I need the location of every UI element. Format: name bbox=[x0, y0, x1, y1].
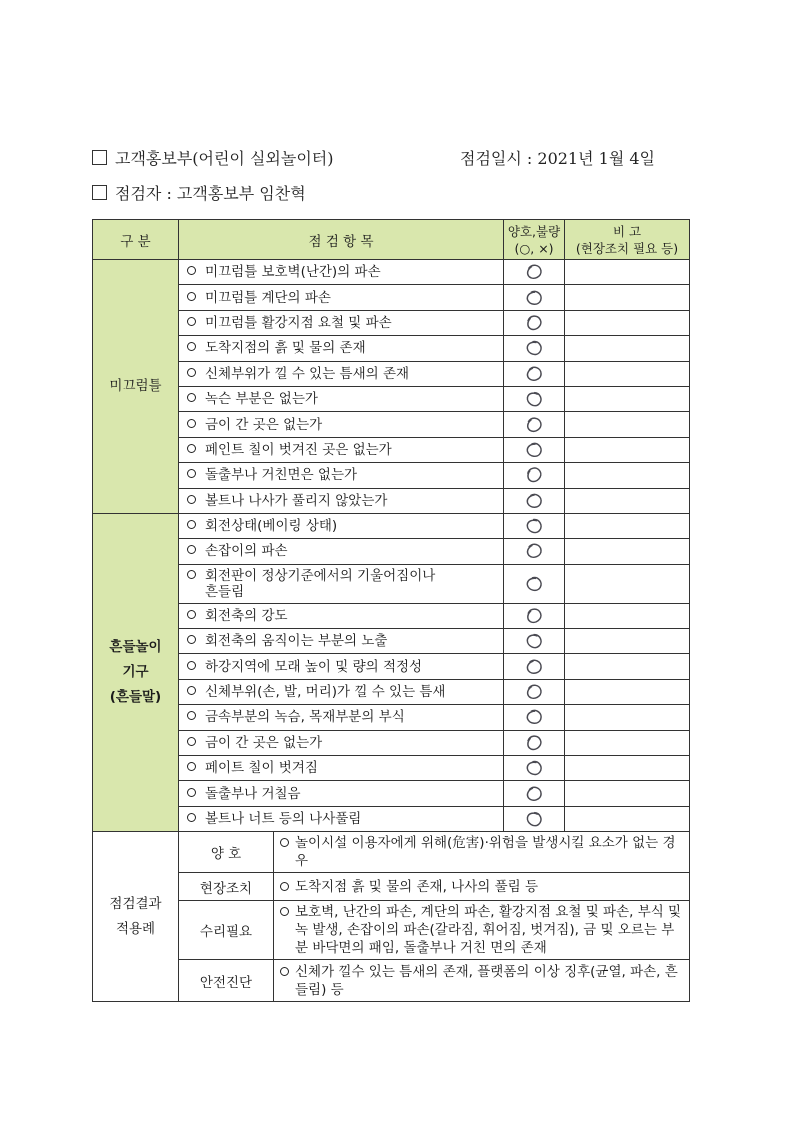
table-row bbox=[93, 654, 690, 679]
remarks-cell bbox=[565, 361, 690, 386]
remarks-cell bbox=[565, 386, 690, 411]
status-mark bbox=[504, 513, 565, 538]
bullet-icon bbox=[187, 444, 196, 453]
handwritten-circle-mark bbox=[523, 440, 545, 460]
handwritten-circle-mark bbox=[523, 415, 545, 435]
status-mark bbox=[504, 603, 565, 628]
bullet-icon bbox=[187, 610, 196, 619]
handwritten-circle-mark bbox=[523, 657, 545, 677]
checkbox-icon bbox=[92, 185, 107, 200]
handwritten-circle-mark bbox=[523, 516, 545, 536]
handwritten-circle-mark bbox=[523, 288, 545, 308]
table-row bbox=[93, 539, 690, 564]
bullet-icon bbox=[187, 635, 196, 644]
bullet-icon bbox=[187, 292, 196, 301]
bullet-icon bbox=[280, 907, 289, 916]
table-row bbox=[93, 705, 690, 730]
remarks-cell bbox=[565, 310, 690, 335]
department-text: 고객홍보부(어린이 실외놀이터) bbox=[115, 149, 334, 168]
header-status: 양호,불량 (○, ×) bbox=[504, 220, 565, 260]
table-row bbox=[93, 386, 690, 411]
status-mark bbox=[504, 386, 565, 411]
header-remarks: 비 고 (현장조치 필요 등) bbox=[565, 220, 690, 260]
results-category: 점검결과 적용례 bbox=[93, 832, 179, 1002]
table-row bbox=[93, 603, 690, 628]
check-item: 금이 간 곳은 없는가 bbox=[179, 412, 504, 437]
check-item: 금이 간 곳은 없는가 bbox=[179, 730, 504, 755]
table-row bbox=[93, 361, 690, 386]
remarks-cell bbox=[565, 539, 690, 564]
result-label: 현장조치 bbox=[179, 873, 274, 901]
bullet-icon bbox=[187, 419, 196, 428]
table-row bbox=[93, 336, 690, 361]
table-row bbox=[93, 629, 690, 654]
bullet-icon bbox=[280, 882, 289, 891]
handwritten-circle-mark bbox=[523, 682, 545, 702]
result-text: 신체가 낄수 있는 틈새의 존재, 플랫폼의 이상 징후(균열, 파손, 흔들림) 등 bbox=[274, 960, 690, 1002]
check-item: 미끄럼틀 보호벽(난간)의 파손 bbox=[179, 260, 504, 285]
category-cell: 미끄럼틀 bbox=[93, 260, 179, 514]
bullet-icon bbox=[187, 469, 196, 478]
bullet-icon bbox=[187, 393, 196, 402]
check-item: 페이트 칠이 벗겨짐 bbox=[179, 756, 504, 781]
check-item: 하강지역에 모래 높이 및 량의 적정성 bbox=[179, 654, 504, 679]
table-row bbox=[93, 679, 690, 704]
check-item: 손잡이의 파손 bbox=[179, 539, 504, 564]
status-mark bbox=[504, 679, 565, 704]
table-row bbox=[93, 806, 690, 831]
check-item: 신체부위(손, 발, 머리)가 낄 수 있는 틈새 bbox=[179, 679, 504, 704]
bullet-icon bbox=[187, 762, 196, 771]
remarks-cell bbox=[565, 806, 690, 831]
handwritten-circle-mark bbox=[523, 364, 545, 384]
remarks-cell bbox=[565, 705, 690, 730]
status-mark bbox=[504, 705, 565, 730]
result-text: 보호벽, 난간의 파손, 계단의 파손, 활강지점 요철 및 파손, 부식 및 녹 발생, 손잡이의 파손(갈라짐, 휘어짐, 벗겨짐), 금 및 오르는 부분 바닥면의 패임, 돌출부나 거친 면의 존재 bbox=[274, 901, 690, 960]
table-row bbox=[93, 488, 690, 513]
check-item: 미끄럼틀 계단의 파손 bbox=[179, 285, 504, 310]
header-items: 점 검 항 목 bbox=[179, 220, 504, 260]
inspection-table bbox=[92, 219, 690, 1002]
inspector-text: 점검자 : 고객홍보부 임찬혁 bbox=[115, 184, 306, 203]
remarks-cell bbox=[565, 629, 690, 654]
remarks-cell bbox=[565, 781, 690, 806]
check-item: 신체부위가 낄 수 있는 틈새의 존재 bbox=[179, 361, 504, 386]
bullet-icon bbox=[187, 661, 196, 670]
table-row bbox=[93, 285, 690, 310]
remarks-cell bbox=[565, 513, 690, 538]
table-row bbox=[93, 310, 690, 335]
remarks-cell bbox=[565, 564, 690, 603]
remarks-cell bbox=[565, 730, 690, 755]
check-item: 녹슨 부분은 없는가 bbox=[179, 386, 504, 411]
status-mark bbox=[504, 488, 565, 513]
remarks-cell bbox=[565, 463, 690, 488]
status-mark bbox=[504, 310, 565, 335]
bullet-icon bbox=[187, 686, 196, 695]
status-mark bbox=[504, 463, 565, 488]
handwritten-circle-mark bbox=[523, 389, 545, 409]
check-item: 회전축의 움직이는 부분의 노출 bbox=[179, 629, 504, 654]
category-cell: 흔들놀이 기구 (흔들말) bbox=[93, 513, 179, 831]
result-text: 놀이시설 이용자에게 위해(危害)·위험을 발생시킬 요소가 없는 경우 bbox=[274, 832, 690, 873]
table-row bbox=[93, 260, 690, 285]
result-row bbox=[93, 960, 690, 1002]
table-row bbox=[93, 756, 690, 781]
handwritten-circle-mark bbox=[523, 733, 545, 753]
remarks-cell bbox=[565, 437, 690, 462]
check-item: 돌출부나 거칠음 bbox=[179, 781, 504, 806]
handwritten-circle-mark bbox=[523, 606, 545, 626]
inspection-date: 점검일시 : 2021년 1월 4일 bbox=[460, 149, 656, 168]
status-mark bbox=[504, 539, 565, 564]
bullet-icon bbox=[187, 788, 196, 797]
status-mark bbox=[504, 806, 565, 831]
handwritten-circle-mark bbox=[523, 631, 545, 651]
handwritten-circle-mark bbox=[523, 313, 545, 333]
result-row bbox=[93, 873, 690, 901]
remarks-cell bbox=[565, 603, 690, 628]
bullet-icon bbox=[187, 368, 196, 377]
handwritten-circle-mark bbox=[523, 465, 545, 485]
status-mark bbox=[504, 730, 565, 755]
table-row bbox=[93, 463, 690, 488]
bullet-icon bbox=[187, 545, 196, 554]
handwritten-circle-mark bbox=[523, 758, 545, 778]
check-item: 금속부분의 녹슴, 목재부분의 부식 bbox=[179, 705, 504, 730]
remarks-cell bbox=[565, 679, 690, 704]
table-row bbox=[93, 412, 690, 437]
status-mark bbox=[504, 336, 565, 361]
remarks-cell bbox=[565, 336, 690, 361]
header-category: 구 분 bbox=[93, 220, 179, 260]
check-item: 볼트나 나사가 풀리지 않았는가 bbox=[179, 488, 504, 513]
table-row bbox=[93, 513, 690, 538]
remarks-cell bbox=[565, 756, 690, 781]
status-mark bbox=[504, 629, 565, 654]
result-label: 수리필요 bbox=[179, 901, 274, 960]
check-item: 회전상태(베이링 상태) bbox=[179, 513, 504, 538]
bullet-icon bbox=[187, 711, 196, 720]
handwritten-circle-mark bbox=[523, 491, 545, 511]
handwritten-circle-mark bbox=[523, 262, 545, 282]
check-item: 돌출부나 거친면은 없는가 bbox=[179, 463, 504, 488]
check-item: 회전축의 강도 bbox=[179, 603, 504, 628]
bullet-icon bbox=[187, 813, 196, 822]
handwritten-circle-mark bbox=[523, 541, 545, 561]
status-mark bbox=[504, 564, 565, 603]
table-row bbox=[93, 781, 690, 806]
checkbox-icon bbox=[92, 150, 107, 165]
table-row bbox=[93, 564, 690, 603]
bullet-icon bbox=[280, 838, 289, 847]
remarks-cell bbox=[565, 654, 690, 679]
remarks-cell bbox=[565, 285, 690, 310]
check-item: 페인트 칠이 벗겨진 곳은 없는가 bbox=[179, 437, 504, 462]
status-mark bbox=[504, 654, 565, 679]
status-mark bbox=[504, 260, 565, 285]
result-label: 안전진단 bbox=[179, 960, 274, 1002]
status-mark bbox=[504, 412, 565, 437]
header-department bbox=[92, 146, 334, 169]
header-inspector bbox=[92, 181, 306, 204]
handwritten-circle-mark bbox=[523, 574, 545, 594]
handwritten-circle-mark bbox=[523, 809, 545, 829]
remarks-cell bbox=[565, 412, 690, 437]
check-item: 미끄럼틀 활강지점 요철 및 파손 bbox=[179, 310, 504, 335]
bullet-icon bbox=[187, 266, 196, 275]
status-mark bbox=[504, 781, 565, 806]
bullet-icon bbox=[187, 520, 196, 529]
handwritten-circle-mark bbox=[523, 707, 545, 727]
handwritten-circle-mark bbox=[523, 784, 545, 804]
table-row bbox=[93, 730, 690, 755]
handwritten-circle-mark bbox=[523, 338, 545, 358]
result-label: 양 호 bbox=[179, 832, 274, 873]
bullet-icon bbox=[187, 737, 196, 746]
check-item: 도착지점의 흙 및 물의 존재 bbox=[179, 336, 504, 361]
bullet-icon bbox=[187, 570, 196, 579]
bullet-icon bbox=[187, 495, 196, 504]
bullet-icon bbox=[280, 967, 289, 976]
check-item: 회전판이 정상기준에서의 기울어짐이나 흔들림 bbox=[179, 564, 504, 603]
remarks-cell bbox=[565, 260, 690, 285]
bullet-icon bbox=[187, 342, 196, 351]
status-mark bbox=[504, 756, 565, 781]
status-mark bbox=[504, 285, 565, 310]
check-item: 볼트나 너트 등의 나사풀림 bbox=[179, 806, 504, 831]
result-row bbox=[93, 832, 690, 873]
table-row bbox=[93, 437, 690, 462]
result-text: 도착지점 흙 및 물의 존재, 나사의 풀림 등 bbox=[274, 873, 690, 901]
result-row bbox=[93, 901, 690, 960]
remarks-cell bbox=[565, 488, 690, 513]
status-mark bbox=[504, 437, 565, 462]
status-mark bbox=[504, 361, 565, 386]
bullet-icon bbox=[187, 317, 196, 326]
